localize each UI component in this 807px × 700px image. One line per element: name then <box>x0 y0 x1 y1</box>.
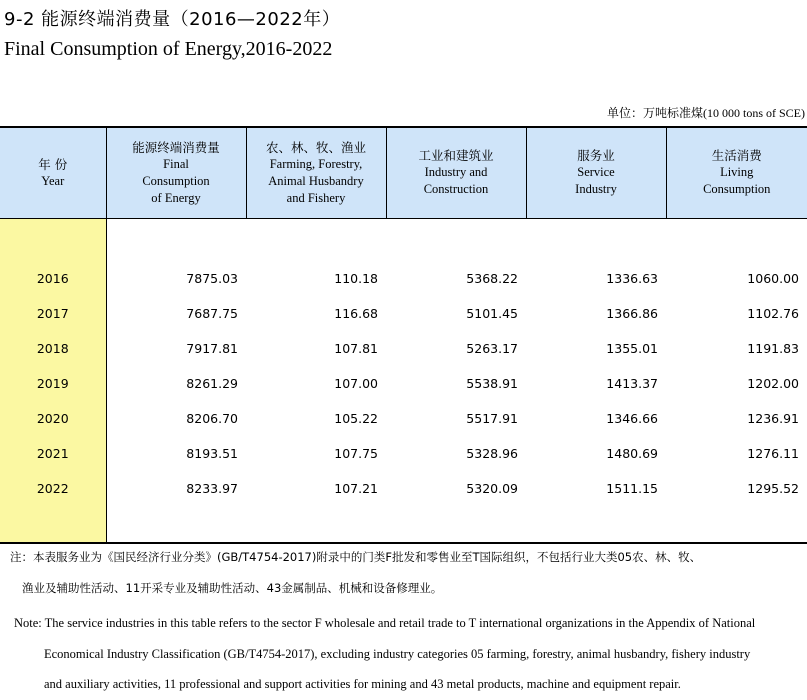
col-header-industry: 工业和建筑业 Industry and Construction <box>386 127 526 218</box>
cell-year: 2016 <box>0 254 106 289</box>
table-row <box>0 394 807 429</box>
cell-year: 2020 <box>0 394 106 429</box>
note-en <box>14 608 806 700</box>
cell-service: 1355.01 <box>606 340 658 356</box>
cell-farming: 107.75 <box>334 445 378 461</box>
cell-year: 2021 <box>0 429 106 464</box>
cell-living: 1191.83 <box>747 340 799 356</box>
cell-living: 1295.52 <box>747 480 799 496</box>
note-cn-line2: 渔业及辅助性活动、11开采专业及辅助性活动、43金属制品、机械和设备修理业。 <box>22 581 443 595</box>
cell-year: 2022 <box>0 464 106 499</box>
table-row <box>0 254 807 289</box>
cell-farming: 107.21 <box>334 480 378 496</box>
cell-living: 1276.11 <box>747 445 799 461</box>
cell-living: 1102.76 <box>747 305 799 321</box>
page-title-en: Final Consumption of Energy,2016-2022 <box>4 38 333 60</box>
cell-industry: 5517.91 <box>466 410 518 426</box>
cell-farming: 107.81 <box>334 340 378 356</box>
note-en-line3: and auxiliary activities, 11 professional and support activities for mining and 43 metal products, machine and equipment repair. <box>44 677 681 691</box>
cell-service: 1346.66 <box>606 410 658 426</box>
cell-total: 7687.75 <box>186 305 238 321</box>
page-title-cn: 9-2 能源终端消费量（2016—2022年） <box>4 9 341 30</box>
cell-industry: 5320.09 <box>466 480 518 496</box>
unit-label-cn: 单位：万吨标准煤 <box>606 106 703 120</box>
note-en-line1: Note: The service industries in this table refers to the sector F wholesale and retail trade to T international organizations in the Appendix of National <box>14 616 756 630</box>
cell-total: 8233.97 <box>186 480 238 496</box>
cell-year: 2019 <box>0 359 106 394</box>
cell-farming: 105.22 <box>334 410 378 426</box>
note-cn-line1: 注：本表服务业为《国民经济行业分类》(GB/T4754-2017)附录中的门类F批发和零售业至T国际组织，不包括行业大类05农、林、牧、 <box>10 550 702 564</box>
table-row <box>0 324 807 359</box>
cell-total: 8193.51 <box>186 445 238 461</box>
cell-farming: 107.00 <box>334 375 378 391</box>
table-row <box>0 429 807 464</box>
cell-service: 1336.63 <box>606 270 658 286</box>
spacer-row <box>0 218 807 254</box>
cell-living: 1060.00 <box>747 270 799 286</box>
table-row <box>0 289 807 324</box>
unit-label-en: (10 000 tons of SCE) <box>703 106 805 120</box>
col-header-total: 能源终端消费量 Final Consumption of Energy <box>106 127 246 218</box>
col-header-year: 年 份 Year <box>0 127 106 218</box>
cell-industry: 5101.45 <box>466 305 518 321</box>
cell-living: 1236.91 <box>747 410 799 426</box>
cell-total: 8206.70 <box>186 410 238 426</box>
cell-service: 1511.15 <box>606 480 658 496</box>
cell-industry: 5538.91 <box>466 375 518 391</box>
cell-total: 7917.81 <box>186 340 238 356</box>
table-header-row <box>0 127 807 218</box>
cell-total: 8261.29 <box>186 375 238 391</box>
table-row <box>0 464 807 499</box>
cell-living: 1202.00 <box>747 375 799 391</box>
col-header-service: 服务业 Service Industry <box>526 127 666 218</box>
cell-service: 1413.37 <box>606 375 658 391</box>
cell-farming: 116.68 <box>334 305 378 321</box>
cell-industry: 5368.22 <box>466 270 518 286</box>
col-header-farming: 农、林、牧、渔业 Farming, Forestry, Animal Husbandry and Fishery <box>246 127 386 218</box>
unit-label <box>607 104 805 121</box>
cell-year: 2018 <box>0 324 106 359</box>
cell-service: 1366.86 <box>606 305 658 321</box>
note-cn <box>10 542 800 604</box>
note-en-line2: Economical Industry Classification (GB/T4754-2017), excluding industry categories 05 farming, forestry, animal husbandry, fishery industry <box>44 646 751 661</box>
cell-industry: 5263.17 <box>466 340 518 356</box>
cell-total: 7875.03 <box>186 270 238 286</box>
cell-year: 2017 <box>0 289 106 324</box>
table-row <box>0 359 807 394</box>
cell-industry: 5328.96 <box>466 445 518 461</box>
energy-consumption-table <box>0 126 807 544</box>
col-header-living: 生活消费 Living Consumption <box>666 127 807 218</box>
cell-service: 1480.69 <box>606 445 658 461</box>
spacer-row <box>0 499 807 543</box>
cell-farming: 110.18 <box>334 270 378 286</box>
